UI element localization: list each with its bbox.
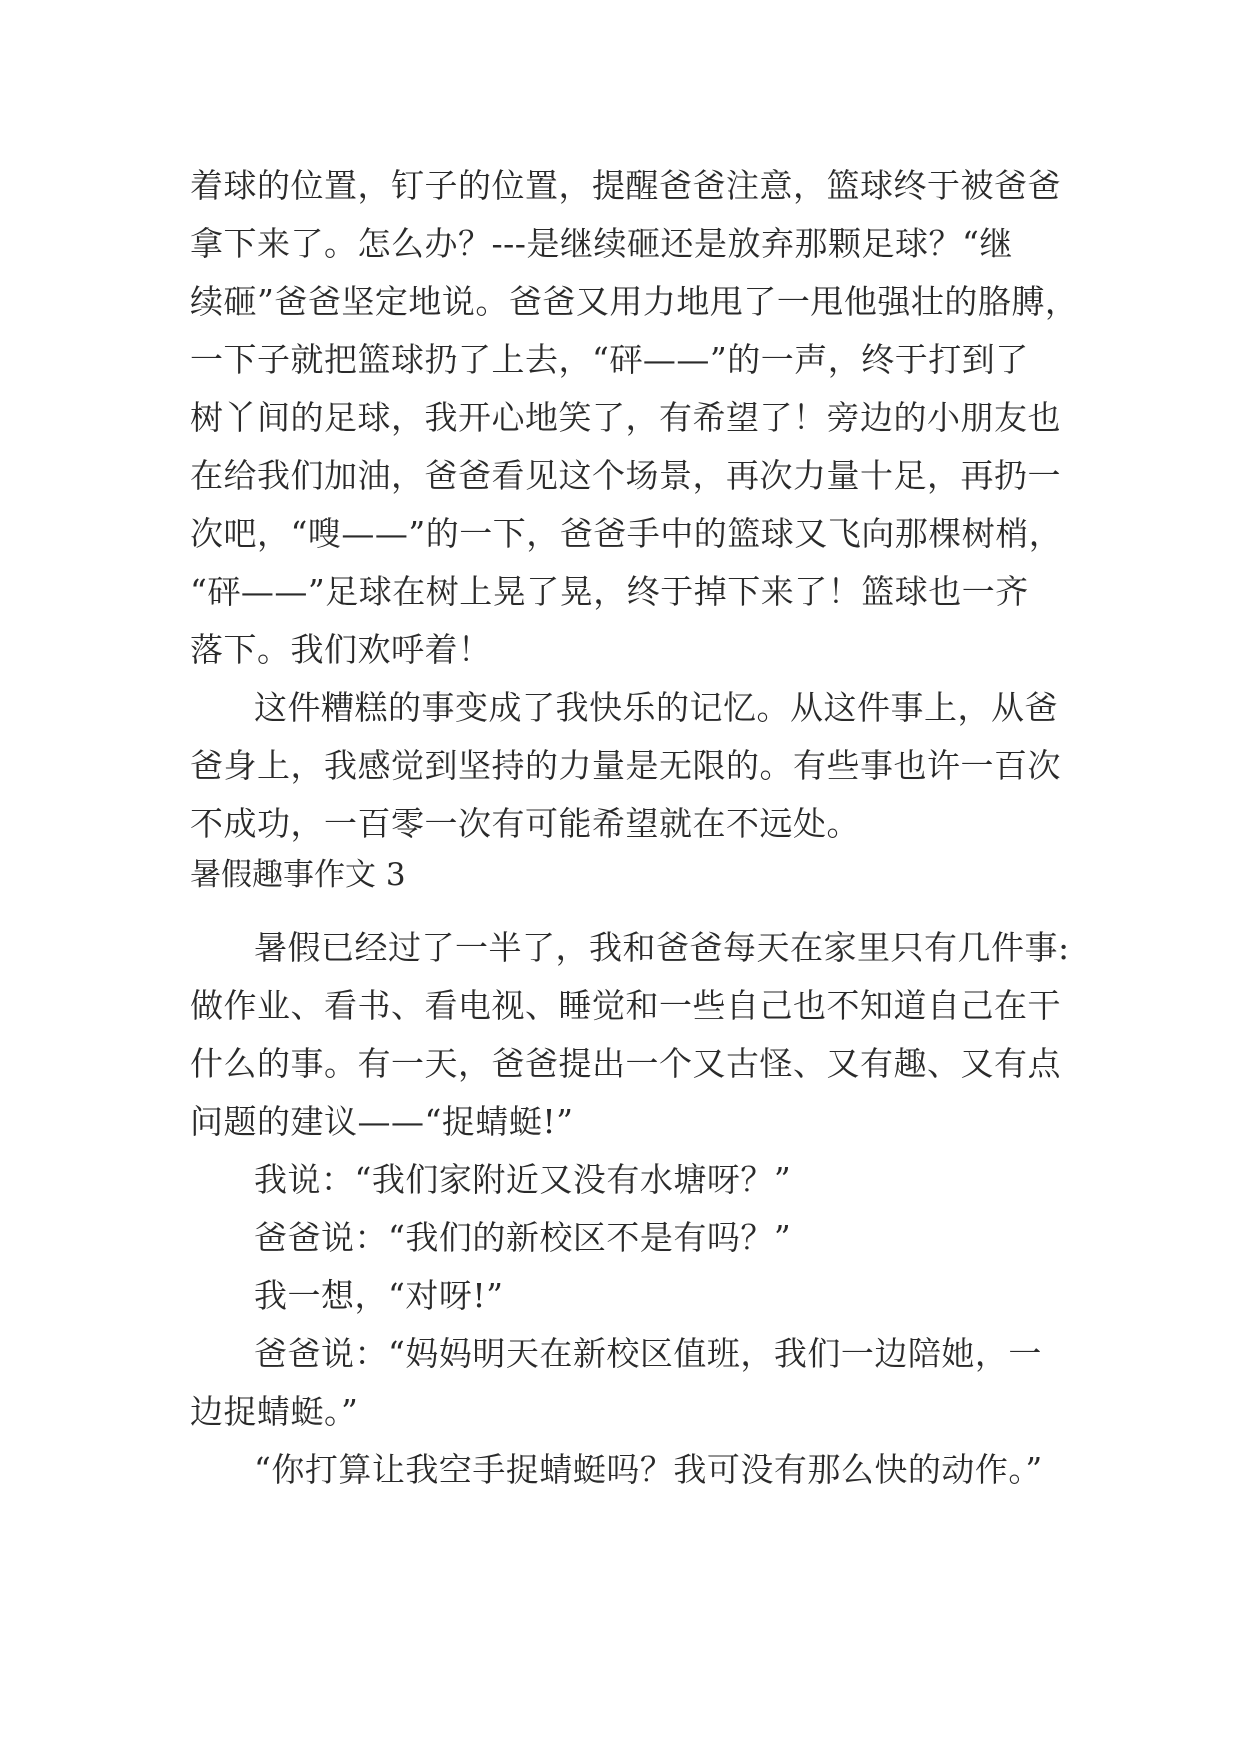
text-line: “你打算让我空手捉蜻蜓吗？我可没有那么快的动作。” [254, 1450, 1043, 1489]
text-line: 这件糟糕的事变成了我快乐的记忆。从这件事上，从爸 [254, 688, 1058, 727]
text-line: 边捉蜻蜓。” [190, 1392, 359, 1431]
text-line: 一下子就把篮球扔了上去，“砰——”的一声，终于打到了 [190, 340, 1029, 379]
text-line: 在给我们加油，爸爸看见这个场景，再次力量十足，再扔一 [190, 456, 1061, 495]
text-line: 暑假已经过了一半了，我和爸爸每天在家里只有几件事: [254, 928, 1070, 967]
text-line: 落下。我们欢呼着！ [190, 630, 492, 669]
text-line: 爸爸说：“妈妈明天在新校区值班，我们一边陪她，一 [254, 1334, 1042, 1373]
text-line: 树丫间的足球，我开心地笑了，有希望了！旁边的小朋友也 [190, 398, 1061, 437]
text-line: 续砸”爸爸坚定地说。爸爸又用力地甩了一甩他强壮的胳膊， [190, 282, 1079, 321]
section-title: 暑假趣事作文 3 [190, 857, 406, 893]
text-line: 爸爸说：“我们的新校区不是有吗？” [254, 1218, 792, 1257]
text-line: 不成功，一百零一次有可能希望就在不远处。 [190, 804, 860, 843]
text-line: 爸身上，我感觉到坚持的力量是无限的。有些事也许一百次 [190, 746, 1061, 785]
text-line: 拿下来了。怎么办？---是继续砸还是放弃那颗足球？“继 [190, 224, 1013, 263]
text-line: 次吧，“嗖——”的一下，爸爸手中的篮球又飞向那棵树梢， [190, 514, 1063, 553]
text-line: 什么的事。有一天，爸爸提出一个又古怪、又有趣、又有点 [190, 1044, 1061, 1083]
text-line: 着球的位置，钉子的位置，提醒爸爸注意，篮球终于被爸爸 [190, 166, 1061, 205]
text-line: “砰——”足球在树上晃了晃，终于掉下来了！篮球也一齐 [190, 572, 1029, 611]
text-line: 做作业、看书、看电视、睡觉和一些自己也不知道自己在干 [190, 986, 1061, 1025]
text-line: 我说：“我们家附近又没有水塘呀？” [254, 1160, 792, 1199]
paragraph-block-story-ending [190, 157, 1090, 853]
paragraph-block-essay-3 [190, 919, 1090, 1499]
text-line: 问题的建议——“捉蜻蜓!” [190, 1102, 574, 1141]
text-line: 我一想，“对呀!” [254, 1276, 504, 1315]
